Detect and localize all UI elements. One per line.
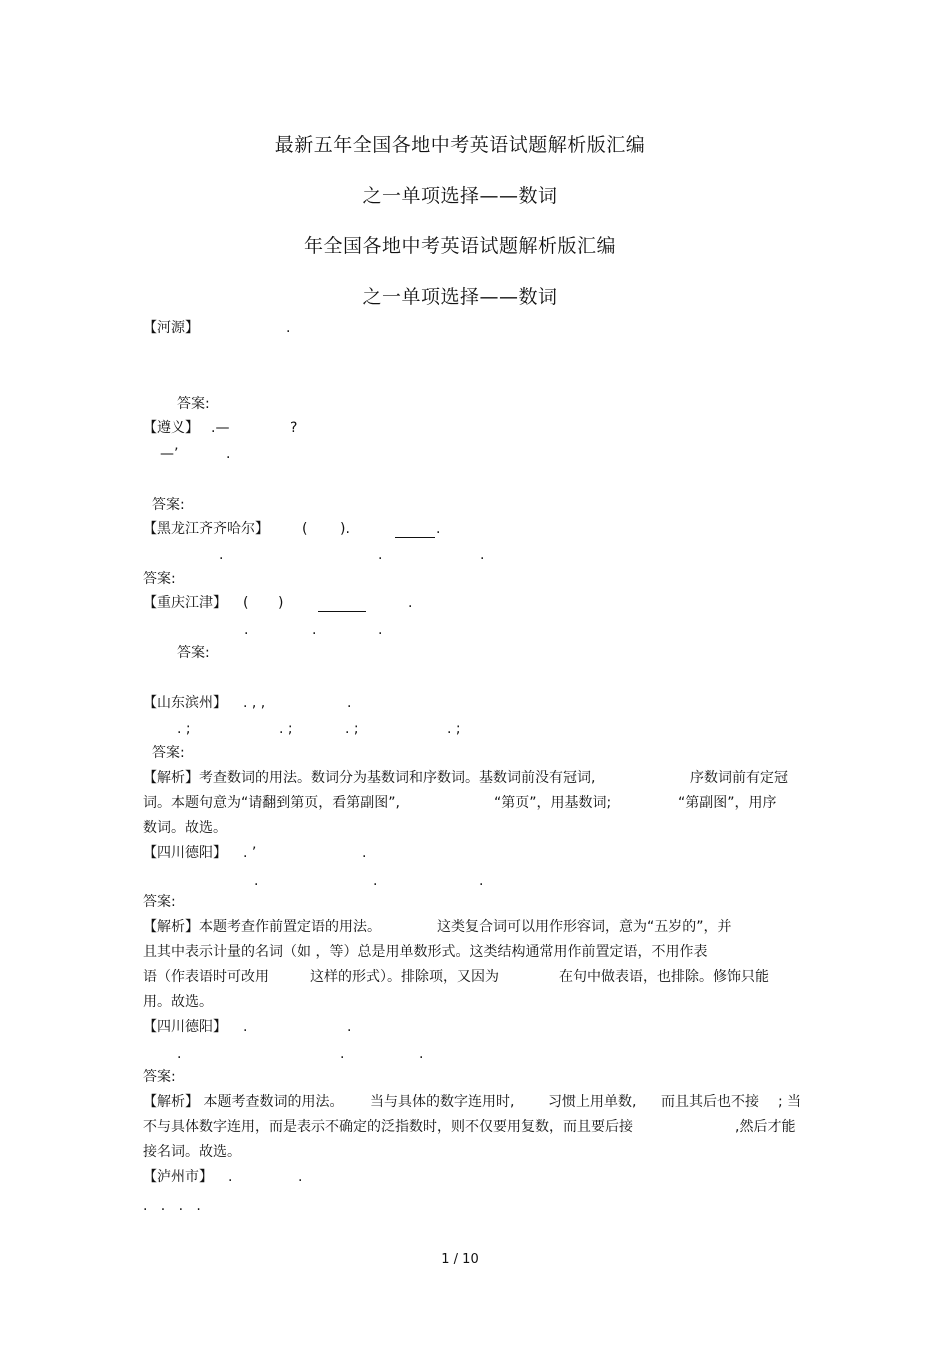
q5-analysis-2b: “第页”，用基数词; <box>494 795 612 811</box>
q7-analysis-1c: 习惯上用单数, <box>548 1094 637 1110</box>
q3-option-c-dot: . <box>480 547 485 563</box>
doc-title-line3: 年全国各地中考英语试题解析版汇编 <box>303 235 616 257</box>
q6-analysis-3b: 这样的形式）。排除项，又因为 <box>310 969 499 985</box>
q3-answer-blank <box>395 537 435 538</box>
doc-title-line2: 之一单项选择——数词 <box>362 185 558 207</box>
q5-analysis-1a: 【解析】考查数词的用法。数词分为基数词和序数词。基数词前没有冠词, <box>143 770 596 786</box>
q7-analysis-1e: ; 当 <box>778 1094 802 1110</box>
q5-option-c: . ; <box>345 721 359 737</box>
q1-answer-label: 答案: <box>177 396 210 412</box>
q2-dot: . <box>226 446 231 462</box>
q8-options: . . . . <box>143 1198 201 1214</box>
q7-stem: . <box>243 1019 248 1035</box>
q3-option-a-dot: . <box>219 547 224 563</box>
q7-analysis-1d: 而且其后也不接 <box>661 1094 759 1110</box>
q5-answer-label: 答案: <box>152 745 185 761</box>
q7-tag: 【四川德阳】 <box>143 1019 227 1035</box>
q2-answer-label: 答案: <box>152 497 185 513</box>
q7-answer-label: 答案: <box>143 1069 176 1085</box>
q3-tag: 【黑龙江齐齐哈尔】 <box>143 521 269 537</box>
q7-option-a-dot: . <box>177 1046 182 1062</box>
q6-stem: . ’ <box>243 845 257 861</box>
q7-dot: . <box>347 1019 352 1035</box>
q5-option-b: . ; <box>279 721 293 737</box>
q2-prompt: .— <box>211 420 230 436</box>
doc-title-line4: 之一单项选择——数词 <box>362 286 558 308</box>
q1-dot: . <box>286 320 291 336</box>
q5-stem: . , , <box>243 695 266 711</box>
q5-analysis-2a: 词。本题句意为“请翻到第页，看第副图”, <box>143 795 400 811</box>
q7-analysis-2a: 不与具体数字连用，而是表示不确定的泛指数时，则不仅要用复数，而且要后接 <box>143 1119 633 1135</box>
q6-analysis-1a: 【解析】本题考查作前置定语的用法。 <box>143 919 381 935</box>
q8-stem: . <box>228 1169 233 1185</box>
doc-title-line1: 最新五年全国各地中考英语试题解析版汇编 <box>274 134 646 156</box>
q3-dot: . <box>436 521 441 537</box>
q2-reply: —’ <box>160 446 179 462</box>
q6-answer-label: 答案: <box>143 894 176 910</box>
q6-option-a-dot: . <box>254 873 259 889</box>
q6-tag: 【四川德阳】 <box>143 845 227 861</box>
q8-dot: . <box>298 1169 303 1185</box>
q3-paren-open: ( <box>302 521 308 537</box>
q4-paren-close: ) <box>278 595 284 611</box>
q4-answer-blank <box>318 611 366 612</box>
q4-option-a-dot: . <box>244 622 249 638</box>
q2-question-mark: ? <box>290 420 298 436</box>
q8-tag: 【泸州市】 <box>143 1169 213 1185</box>
q4-tag: 【重庆江津】 <box>143 595 227 611</box>
q7-analysis-2b: ,然后才能 <box>735 1119 796 1135</box>
q6-analysis-3c: 在句中做表语，也排除。修饰只能 <box>559 969 769 985</box>
q5-tag: 【山东滨州】 <box>143 695 227 711</box>
q4-paren-open: ( <box>243 595 249 611</box>
q7-option-c-dot: . <box>419 1046 424 1062</box>
q6-analysis-1b: 这类复合词可以用作形容词，意为“五岁的”，并 <box>437 919 732 935</box>
q7-option-b-dot: . <box>340 1046 345 1062</box>
q6-dot: . <box>362 845 367 861</box>
q4-option-b-dot: . <box>312 622 317 638</box>
q6-analysis-3a: 语（作表语时可改用 <box>143 969 269 985</box>
page-number: 1 / 10 <box>441 1252 479 1267</box>
q7-analysis-3: 接名词。故选。 <box>143 1144 241 1160</box>
q4-answer-label: 答案: <box>177 645 210 661</box>
q6-option-c-dot: . <box>479 873 484 889</box>
q7-analysis-1b: 当与具体的数字连用时, <box>370 1094 515 1110</box>
q6-option-b-dot: . <box>373 873 378 889</box>
q5-analysis-3: 数词。故选。 <box>143 820 227 836</box>
q3-paren-close: ). <box>340 521 350 537</box>
q7-analysis-1a: 【解析】 本题考查数词的用法。 <box>143 1094 344 1110</box>
q2-tag: 【遵义】 <box>143 420 199 436</box>
q1-tag: 【河源】 <box>143 320 199 336</box>
q5-analysis-2c: “第副图”，用序 <box>678 795 777 811</box>
q3-option-b-dot: . <box>378 547 383 563</box>
q4-dot: . <box>408 595 413 611</box>
q6-analysis-4: 用。故选。 <box>143 994 213 1010</box>
q5-option-d: . ; <box>447 721 461 737</box>
q3-answer-label: 答案: <box>143 571 176 587</box>
q5-analysis-1b: 序数词前有定冠 <box>690 770 788 786</box>
q5-option-a: . ; <box>177 721 191 737</box>
q4-option-c-dot: . <box>378 622 383 638</box>
q5-dot: . <box>347 695 352 711</box>
q6-analysis-2: 且其中表示计量的名词（如 ，等）总是用单数形式。这类结构通常用作前置定语，不用作表 <box>143 944 708 960</box>
